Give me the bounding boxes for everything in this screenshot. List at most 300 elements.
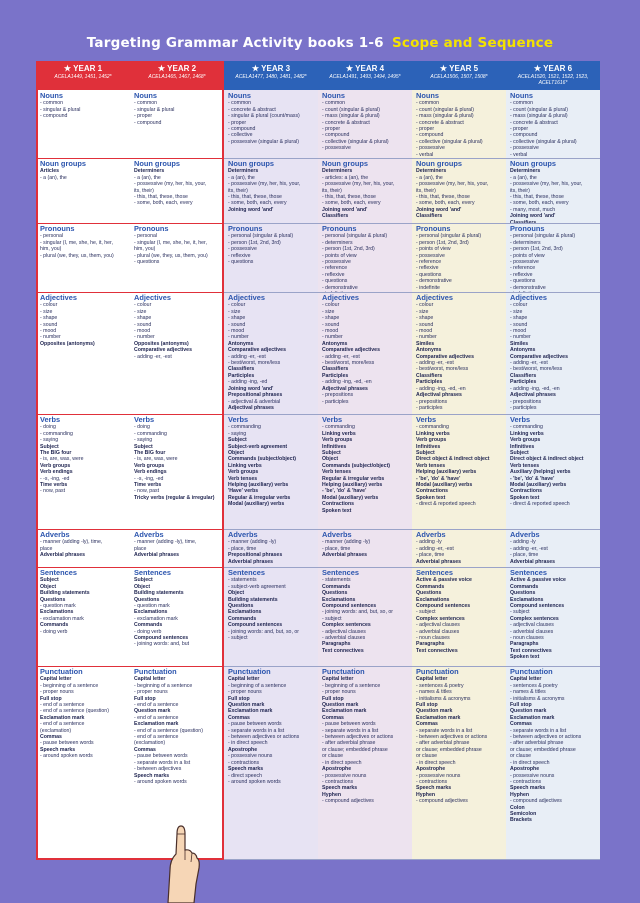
scope-sequence-table — [36, 61, 598, 859]
list-item: - proper — [510, 126, 529, 133]
section-heading: Adjectives — [134, 294, 171, 302]
list-item: - sentences & poetry — [510, 682, 558, 689]
list-item: - common — [510, 100, 534, 107]
list-item: - size — [510, 308, 523, 315]
list-item: Helping (auxiliary) verbs — [416, 469, 477, 476]
list-item: - mass (singular & plural) — [510, 113, 568, 120]
list-item: - adding -er, -est — [510, 360, 548, 367]
list-item: - statements — [228, 577, 257, 584]
list-item: Questions — [228, 603, 254, 610]
list-item: Speech marks — [510, 785, 546, 792]
list-item: - colour — [228, 302, 246, 309]
year-label: ★ YEAR 6 — [533, 64, 573, 73]
list-item: Opposites (antonyms) — [40, 340, 95, 347]
list-item: or clause; embedded phrase — [322, 746, 388, 753]
list-item: - manner (adding -ly) — [322, 539, 371, 546]
section-heading: Noun groups — [416, 160, 462, 168]
section-heading: Sentences — [40, 569, 77, 577]
cell-punctuation — [318, 666, 412, 860]
cell-nouns — [224, 90, 318, 159]
list-item: - adding -er, -est — [416, 360, 454, 367]
cell-adjectives — [412, 292, 506, 415]
list-item: Full stop — [228, 695, 250, 702]
list-item: Complex sentences — [510, 615, 559, 622]
list-item: Capital letter — [40, 676, 72, 683]
list-item: or clause; embedded phrase — [510, 746, 576, 753]
section-heading: Adjectives — [228, 294, 265, 302]
cell-adjectives — [36, 292, 130, 415]
list-item: - adding -ing, -ed — [228, 379, 268, 386]
list-item: - adding -er, -est — [134, 353, 172, 360]
list-item: - size — [228, 308, 241, 315]
list-item: - saying — [40, 437, 59, 444]
list-item: - articles: a (an), the — [322, 174, 369, 181]
list-item: Subject — [40, 443, 59, 450]
list-item: Commas — [134, 746, 156, 753]
list-item: Prepositional phrases — [228, 392, 283, 399]
list-item: - mood — [416, 328, 433, 335]
list-item: Determiners — [416, 168, 447, 175]
list-item: - singular & plural (count/mass) — [228, 113, 300, 120]
list-item: Helping (auxiliary) verbs — [322, 482, 383, 489]
list-item: Compound sentences — [322, 603, 377, 610]
list-item: Questions — [134, 596, 160, 603]
list-item: Adverbial phrases — [322, 552, 367, 559]
list-item: Verb endings — [40, 469, 73, 476]
list-item: Spoken text — [416, 494, 446, 501]
list-item: Time verbs — [40, 482, 68, 489]
list-item: - place, time — [228, 545, 257, 552]
list-item: Text connectives — [416, 647, 458, 654]
section-heading: Punctuation — [510, 668, 553, 676]
list-item: - plural (we, they, us, them, you) — [134, 252, 208, 259]
list-item: Modal (auxiliary) verbs — [228, 501, 285, 508]
list-item: - end of a sentence (question) — [134, 727, 203, 734]
list-item: - possessive (singular & plural) — [228, 138, 299, 145]
list-item: - around spoken words — [40, 753, 93, 760]
list-item: - adding -ly — [416, 539, 442, 546]
curriculum-codes: ACELA1477, 1480, 1481, 1482* — [235, 74, 307, 80]
list-item: - concrete & abstract — [322, 119, 370, 126]
list-item: Verb groups — [322, 437, 353, 444]
list-item: - this, that, these, those — [322, 194, 376, 201]
cell-pronouns — [224, 223, 318, 293]
list-item: - beginning of a sentence — [228, 682, 287, 689]
list-item: - number — [416, 334, 437, 341]
cell-verbs — [130, 414, 224, 530]
list-item: its, their) — [322, 187, 342, 194]
list-item: - number — [322, 334, 343, 341]
title-sub: Scope and Sequence — [391, 35, 554, 51]
list-item: Determiners — [134, 168, 165, 175]
list-item: - demonstrative — [416, 278, 452, 285]
curriculum-codes: ACELA1465, 1467, 1468* — [148, 74, 206, 80]
list-item: - points of view — [416, 246, 451, 253]
list-item: Commas — [40, 734, 62, 741]
list-item: - size — [134, 308, 147, 315]
list-item: Contractions — [322, 501, 354, 508]
list-item: Apostrophe — [228, 746, 258, 753]
list-item: Exclamations — [510, 596, 544, 603]
column-year-4 — [318, 61, 412, 859]
list-item: - points of view — [510, 252, 545, 259]
year-header — [130, 61, 224, 90]
list-item: Exclamation mark — [510, 714, 555, 721]
list-item: Questions — [40, 596, 66, 603]
list-item: Verb groups — [510, 437, 541, 444]
list-item: - adjectival & adverbial — [228, 398, 281, 405]
list-item: - contractions — [228, 759, 260, 766]
list-item: - size — [416, 308, 429, 315]
list-item: - sound — [40, 321, 58, 328]
list-item: Apostrophe — [416, 766, 446, 773]
year-header — [412, 61, 506, 90]
curriculum-codes: ACELA1520, 1521, 1522, 1523, ACELT1616* — [517, 74, 589, 86]
list-item: - prepositions — [510, 398, 542, 405]
list-item: Classifiers — [322, 213, 349, 220]
list-item: - compound — [416, 132, 444, 139]
list-item: - contractions — [416, 778, 448, 785]
list-item: - sound — [322, 321, 340, 328]
list-item: Articles — [40, 168, 60, 175]
list-item: - proper nouns — [40, 689, 74, 696]
list-item: Hyphen — [510, 791, 530, 798]
list-item: Tricky verbs (regular & irregular) — [134, 494, 215, 501]
list-item: - many, most, much — [510, 206, 556, 213]
list-item: Adverbial phrases — [510, 558, 555, 565]
list-item: Modal (auxiliary) verbs — [416, 482, 473, 489]
list-item: - possessive (my, her, his, your, — [510, 181, 583, 188]
list-item: - some, both, each, every — [416, 200, 475, 207]
year-header — [318, 61, 412, 90]
cell-verbs — [36, 414, 130, 530]
list-item: Full stop — [40, 695, 62, 702]
list-item: Subject — [40, 577, 59, 584]
list-item: - some, both, each, every — [228, 200, 287, 207]
list-item: Full stop — [416, 702, 438, 709]
list-item: - singular (I, me, she, he, it, her, — [134, 239, 207, 246]
list-item: - prepositions — [322, 392, 354, 399]
list-item: - collective (singular & plural) — [510, 138, 577, 145]
list-item: or clause — [322, 753, 344, 760]
list-item: - collective (singular & plural) — [416, 138, 483, 145]
list-item: - between adjectives — [134, 766, 182, 773]
section-heading: Pronouns — [228, 225, 263, 233]
list-item: Infinitives — [322, 443, 347, 450]
list-item: - some, both, each, every — [134, 200, 193, 207]
list-item: - possessive — [510, 259, 539, 266]
list-item: - reference — [510, 265, 536, 272]
list-item: - plural (we, they, us, them, you) — [40, 252, 114, 259]
list-item: - count (singular & plural) — [322, 106, 380, 113]
cell-pronouns — [318, 223, 412, 293]
list-item: - exclamation mark — [40, 615, 84, 622]
list-item: Contractions — [510, 488, 542, 495]
list-item: Compound sentences — [510, 603, 565, 610]
list-item: Verb endings — [134, 469, 167, 476]
list-item: - adverbial clauses — [416, 628, 460, 635]
list-item: Exclamation mark — [40, 714, 85, 721]
list-item: Verb groups — [228, 469, 259, 476]
list-item: - beginning of a sentence — [322, 682, 381, 689]
list-item: - adding -er, -est — [510, 545, 548, 552]
list-item: - common — [416, 100, 440, 107]
list-item: Exclamations — [322, 596, 356, 603]
section-heading: Nouns — [134, 92, 157, 100]
list-item: Antonyms — [228, 340, 254, 347]
list-item: - this, that, these, those — [416, 194, 470, 201]
list-item: - adding -er, -est — [322, 353, 360, 360]
section-heading: Sentences — [134, 569, 171, 577]
list-item: - this, that, these, those — [228, 194, 282, 201]
list-item: - number — [134, 334, 155, 341]
list-item: - participles — [322, 398, 349, 405]
list-item: - question mark — [40, 603, 76, 610]
list-item: Opposites (antonyms) — [134, 340, 189, 347]
list-item: Apostrophe — [510, 766, 540, 773]
list-item: - end of a sentence — [40, 702, 85, 709]
list-item: Compound sentences — [416, 603, 471, 610]
list-item: place — [40, 545, 53, 552]
list-item: - some, both, each, every — [510, 200, 569, 207]
list-item: Linking verbs — [416, 430, 450, 437]
list-item: Paragraphs — [510, 641, 539, 648]
list-item: - initialisms & acronyms — [416, 695, 471, 702]
list-item: - reflexive — [416, 265, 439, 272]
list-item: - questions — [228, 259, 254, 266]
list-item: Questions — [322, 590, 348, 597]
list-item: - doing — [40, 424, 56, 431]
list-item: Prepositional phrases — [228, 552, 283, 559]
list-item: - adjectival clauses — [416, 622, 460, 629]
list-item: Subject — [228, 437, 247, 444]
list-item: Exclamation mark — [322, 708, 367, 715]
list-item: - end of a sentence — [134, 734, 179, 741]
cell-verbs — [506, 414, 600, 530]
list-item: Time verbs — [134, 482, 162, 489]
list-item: - commanding — [228, 424, 261, 431]
list-item: Auxiliary (helping) verbs — [510, 469, 571, 476]
list-item: - end of a sentence — [40, 721, 85, 728]
list-item: Exclamations — [228, 609, 262, 616]
column-year-1 — [36, 61, 131, 859]
list-item: - colour — [510, 302, 528, 309]
list-item: - person (1st, 2nd, 3rd) — [322, 246, 375, 253]
list-item: - mood — [134, 328, 151, 335]
list-item: (exclamation) — [134, 740, 166, 747]
cell-sentences — [318, 567, 412, 667]
list-item: Verb tenses — [416, 462, 446, 469]
list-item: - reflexive — [510, 271, 533, 278]
list-item: - personal (singular & plural) — [416, 233, 482, 240]
list-item: Brackets — [510, 817, 532, 824]
list-item: Paragraphs — [322, 641, 351, 648]
list-item: Verb tenses — [322, 469, 352, 476]
list-item: - questions — [134, 259, 160, 266]
list-item: Hyphen — [322, 791, 342, 798]
list-item: Linking verbs — [228, 462, 262, 469]
list-item: Spoken text — [510, 654, 540, 661]
section-heading: Verbs — [134, 416, 155, 424]
list-item: - question mark — [134, 603, 170, 610]
list-item: Object — [322, 456, 339, 463]
cell-noun-groups — [36, 158, 130, 224]
list-item: - mass (singular & plural) — [322, 113, 380, 120]
year-label: ★ YEAR 3 — [251, 64, 291, 73]
section-heading: Adverbs — [416, 531, 446, 539]
list-item: - size — [40, 308, 53, 315]
cell-noun-groups — [412, 158, 506, 224]
section-heading: Pronouns — [322, 225, 357, 233]
list-item: - participles — [510, 404, 537, 411]
section-heading: Sentences — [322, 569, 359, 577]
list-item: - direct & reported speech — [510, 501, 570, 508]
list-item: - possessive — [416, 252, 445, 259]
cell-sentences — [412, 567, 506, 667]
list-item: Linking verbs — [322, 430, 356, 437]
list-item: - subject — [510, 609, 530, 616]
list-item: - demonstrative — [322, 284, 358, 291]
list-item: - end of a sentence (question) — [40, 708, 109, 715]
list-item: - manner (adding -ly), time, — [134, 539, 197, 546]
cell-adjectives — [318, 292, 412, 415]
list-item: Adjectival phrases — [228, 404, 274, 411]
list-item: - sentences & poetry — [416, 682, 464, 689]
list-item: - proper — [228, 119, 247, 126]
list-item: Capital letter — [134, 676, 166, 683]
cell-noun-groups — [318, 158, 412, 224]
section-heading: Verbs — [416, 416, 437, 424]
list-item: (exclamation) — [40, 727, 72, 734]
list-item: Spoken text — [322, 507, 352, 514]
cell-adverbs — [130, 529, 224, 568]
list-item: Adverbial phrases — [134, 552, 179, 559]
list-item: Joining word 'and' — [510, 213, 556, 220]
cell-adverbs — [506, 529, 600, 568]
list-item: - shape — [228, 315, 246, 322]
list-item: The BIG four — [40, 450, 72, 457]
list-item: Questions — [416, 590, 442, 597]
list-item: Commands — [322, 583, 351, 590]
list-item: - a (an), the — [40, 174, 67, 181]
list-item: him, you) — [134, 246, 156, 253]
list-item: - concrete & abstract — [228, 106, 276, 113]
section-heading: Punctuation — [322, 668, 365, 676]
section-heading: Verbs — [322, 416, 343, 424]
list-item: Object — [228, 450, 245, 457]
list-item: - in direct speech — [510, 759, 550, 766]
list-item: - now, past — [40, 488, 66, 495]
list-item: - proper nouns — [228, 689, 262, 696]
list-item: - a (an), the — [228, 174, 255, 181]
list-item: - adding -ing, -ed, -en — [322, 379, 372, 386]
section-heading: Verbs — [40, 416, 61, 424]
cell-adjectives — [506, 292, 600, 415]
list-item: - proper — [416, 126, 435, 133]
list-item: - joining words: and, but — [134, 641, 190, 648]
list-item: Antonyms — [510, 347, 536, 354]
list-item: - subject — [228, 635, 248, 642]
list-item: Regular & irregular verbs — [322, 475, 385, 482]
section-heading: Noun groups — [322, 160, 368, 168]
list-item: - doing verb — [40, 628, 68, 635]
list-item: - common — [134, 100, 158, 107]
list-item: Exclamation mark — [416, 714, 461, 721]
list-item: - possessive nouns — [416, 772, 461, 779]
cell-verbs — [224, 414, 318, 530]
list-item: Question mark — [322, 702, 359, 709]
list-item: Comparative adjectives — [322, 347, 380, 354]
list-item: - proper — [134, 113, 153, 120]
list-item: Compound sentences — [228, 622, 283, 629]
list-item: Exclamation mark — [228, 708, 273, 715]
section-heading: Nouns — [228, 92, 251, 100]
list-item: - personal — [40, 233, 64, 240]
section-heading: Adverbs — [322, 531, 352, 539]
list-item: Verb groups — [40, 462, 71, 469]
list-item: Adjectival phrases — [510, 392, 556, 399]
list-item: - adverbial clauses — [510, 628, 554, 635]
list-item: Complex sentences — [322, 622, 371, 629]
list-item: - compound adjectives — [322, 798, 374, 805]
list-item: Similes — [510, 340, 529, 347]
list-item: - between adjectives or actions — [322, 734, 394, 741]
list-item: Commas — [510, 721, 532, 728]
list-item: Text connectives — [322, 647, 364, 654]
list-item: Similes — [416, 340, 435, 347]
list-item: Direct object & indirect object — [416, 456, 490, 463]
list-item: Subject — [134, 577, 153, 584]
list-item: Commas — [416, 721, 438, 728]
list-item: Verb tenses — [228, 475, 258, 482]
list-item: Commands — [228, 615, 257, 622]
list-item: - possessive — [322, 145, 351, 152]
cell-verbs — [318, 414, 412, 530]
list-item: - in direct speech — [416, 759, 456, 766]
list-item: - determiners — [322, 239, 353, 246]
list-item: - colour — [322, 302, 340, 309]
section-heading: Nouns — [40, 92, 63, 100]
list-item: - end of a sentence — [134, 702, 179, 709]
list-item: - points of view — [322, 252, 357, 259]
list-item: Verb groups — [134, 462, 165, 469]
cell-noun-groups — [224, 158, 318, 224]
list-item: - collective (singular & plural) — [322, 138, 389, 145]
list-item: Infinitives — [416, 443, 441, 450]
list-item: - saying — [228, 430, 247, 437]
list-item: - compound — [134, 119, 162, 126]
section-heading: Sentences — [416, 569, 453, 577]
list-item: - in direct speech — [322, 759, 362, 766]
section-heading: Pronouns — [134, 225, 169, 233]
list-item: Determiners — [322, 168, 353, 175]
list-item: Question mark — [228, 702, 265, 709]
list-item: Building statements — [40, 590, 90, 597]
list-item: Question mark — [510, 708, 547, 715]
list-item: - best/worst, more/less — [416, 366, 469, 373]
list-item: - person (1st, 2nd, 3rd) — [228, 239, 281, 246]
list-item: Comparative adjectives — [228, 347, 286, 354]
list-item: Participles — [322, 372, 349, 379]
list-item: Verb tenses — [510, 462, 540, 469]
section-heading: Pronouns — [40, 225, 75, 233]
list-item: Capital letter — [228, 676, 260, 683]
list-item: - direct speech — [228, 772, 263, 779]
list-item: - 'be', 'do' & 'have' — [322, 488, 367, 495]
cell-punctuation — [412, 666, 506, 860]
list-item: - participles — [416, 404, 443, 411]
list-item: Antonyms — [322, 340, 348, 347]
